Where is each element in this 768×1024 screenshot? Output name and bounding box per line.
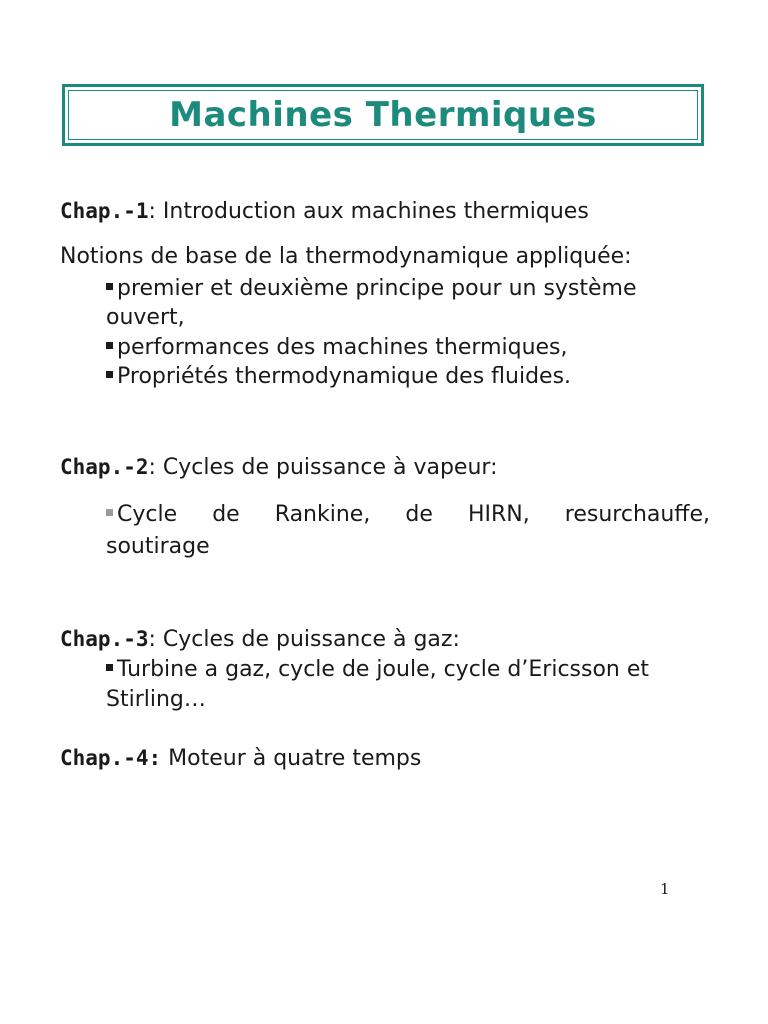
chapter-2-bullet-1-continued: soutirage [106,534,210,559]
chapter-1-bullet-2 [106,333,568,363]
chapter-3-bullet-1-text: Turbine a gaz, cycle de joule, cycle d’Ericsson et [117,657,650,682]
chapter-3-bullet-1-continued: Stirling… [106,687,206,712]
chapter-1-title: Introduction aux machines thermiques [162,199,589,224]
chapter-1-intro: Notions de base de la thermodynamique appliquée: [60,244,632,269]
title-box [62,84,704,146]
square-bullet-icon [106,283,113,290]
chapter-1-bullet-1 [106,274,637,304]
square-bullet-icon [106,509,113,516]
page-number: 1 [660,880,670,898]
chapter-1-bullet-3-text: Propriétés thermodynamique des fluides. [117,364,572,389]
chapter-1-bullet-2-text: performances des machines thermiques, [117,335,568,360]
chapter-2-bullet-1-text: Cycle de Rankine, de HIRN, resurchauffe, [117,502,710,527]
square-bullet-icon [106,342,113,349]
chapter-3-label: Chap.-3 [60,627,149,651]
chapter-2-title: Cycles de puissance à vapeur: [162,455,498,480]
chapter-2-heading [60,452,497,483]
chapter-3-separator: : [148,627,163,652]
chapter-3-bullet-1 [106,655,649,685]
chapter-4-heading [60,743,421,774]
chapter-2-bullet-1 [106,500,710,530]
chapter-1-bullet-1-continued: ouvert, [106,305,185,330]
chapter-1-label: Chap.-1 [60,199,149,223]
chapter-2-separator: : [148,455,163,480]
square-bullet-icon [106,371,113,378]
square-bullet-icon [106,664,113,671]
chapter-4-label: Chap.-4: [60,746,162,770]
chapter-1-heading [60,196,589,227]
title-box-inner [68,90,698,140]
chapter-1-bullet-1-text: premier et deuxième principe pour un système [117,276,637,301]
chapter-3-heading [60,624,460,655]
chapter-4-title: Moteur à quatre temps [168,746,422,771]
page-title: Machines Thermiques [169,95,597,135]
chapter-3-title: Cycles de puissance à gaz: [162,627,460,652]
chapter-2-label: Chap.-2 [60,455,149,479]
chapter-1-bullet-3 [106,362,571,392]
chapter-1-separator: : [148,199,163,224]
